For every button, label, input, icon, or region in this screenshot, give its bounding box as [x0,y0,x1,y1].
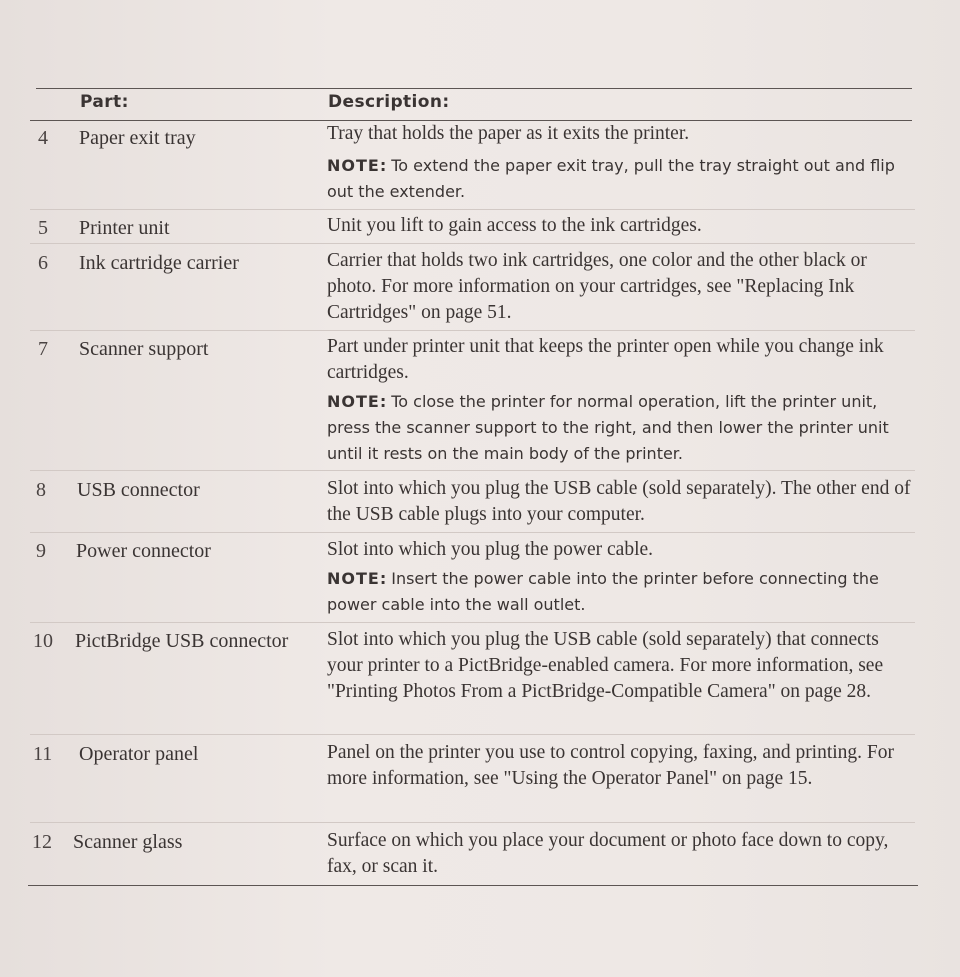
part-name: Scanner support [79,338,209,360]
part-description: Part under printer unit that keeps the printer open while you change ink cartridges. [327,336,884,383]
row-separator [30,532,915,533]
row-number: 5 [38,217,48,239]
row-separator [30,243,915,244]
part-name: Ink cartridge carrier [79,252,239,274]
part-name: Operator panel [79,743,199,765]
row-number: 7 [38,338,48,360]
row-number: 4 [38,127,48,149]
part-name: Power connector [76,540,211,562]
note-text: Insert the power cable into the printer before connecting the power cable into the wall outlet. [327,569,879,614]
row-number: 8 [36,479,46,501]
row-separator [30,330,915,331]
row-separator [30,822,915,823]
row-number: 12 [32,831,52,853]
part-description: Unit you lift to gain access to the ink cartridges. [327,215,702,236]
part-description: Carrier that holds two ink cartridges, one color and the other black or photo. For more information on your cartridges, see "Replacing Ink Cartridges" on page 51. [327,250,867,323]
table-bottom-rule [28,885,918,886]
row-separator [30,622,915,623]
part-name: Paper exit tray [79,127,196,149]
header-part: Part: [80,92,129,112]
part-name: Printer unit [79,217,170,239]
note [327,389,912,467]
row-number: 10 [33,630,53,652]
note-text: To extend the paper exit tray, pull the tray straight out and flip out the extender. [327,156,895,201]
header-description: Description: [328,92,450,112]
part-name: USB connector [77,479,200,501]
part-description: Slot into which you plug the USB cable (sold separately) that connects your printer to a PictBridge-enabled camera. For more information, see "Printing Photos From a PictBridge-Compatible Camera" on page 28. [327,629,884,702]
note-text: To close the printer for normal operation, lift the printer unit, press the scanner support to the right, and then lower the printer unit until it rests on the main body of the printer. [327,392,889,463]
note-label: NOTE: [327,569,388,588]
row-number: 6 [38,252,48,274]
row-number: 9 [36,540,46,562]
part-name: Scanner glass [73,831,183,853]
row-separator [30,209,915,210]
part-name: PictBridge USB connector [75,630,289,652]
row-separator [30,734,915,735]
table-top-rule [36,88,912,89]
note-label: NOTE: [327,156,388,175]
part-description: Slot into which you plug the USB cable (sold separately). The other end of the USB cable plugs into your computer. [327,478,911,525]
part-description: Slot into which you plug the power cable. [327,539,654,560]
part-description: Tray that holds the paper as it exits the printer. [327,123,690,144]
note [327,153,912,205]
note-label: NOTE: [327,392,388,411]
row-number: 11 [33,743,53,765]
part-description: Panel on the printer you use to control copying, faxing, and printing. For more information, see "Using the Operator Panel" on page 15. [327,742,895,789]
note [327,566,912,618]
part-description: Surface on which you place your document or photo face down to copy, fax, or scan it. [327,830,889,877]
row-separator [30,470,915,471]
